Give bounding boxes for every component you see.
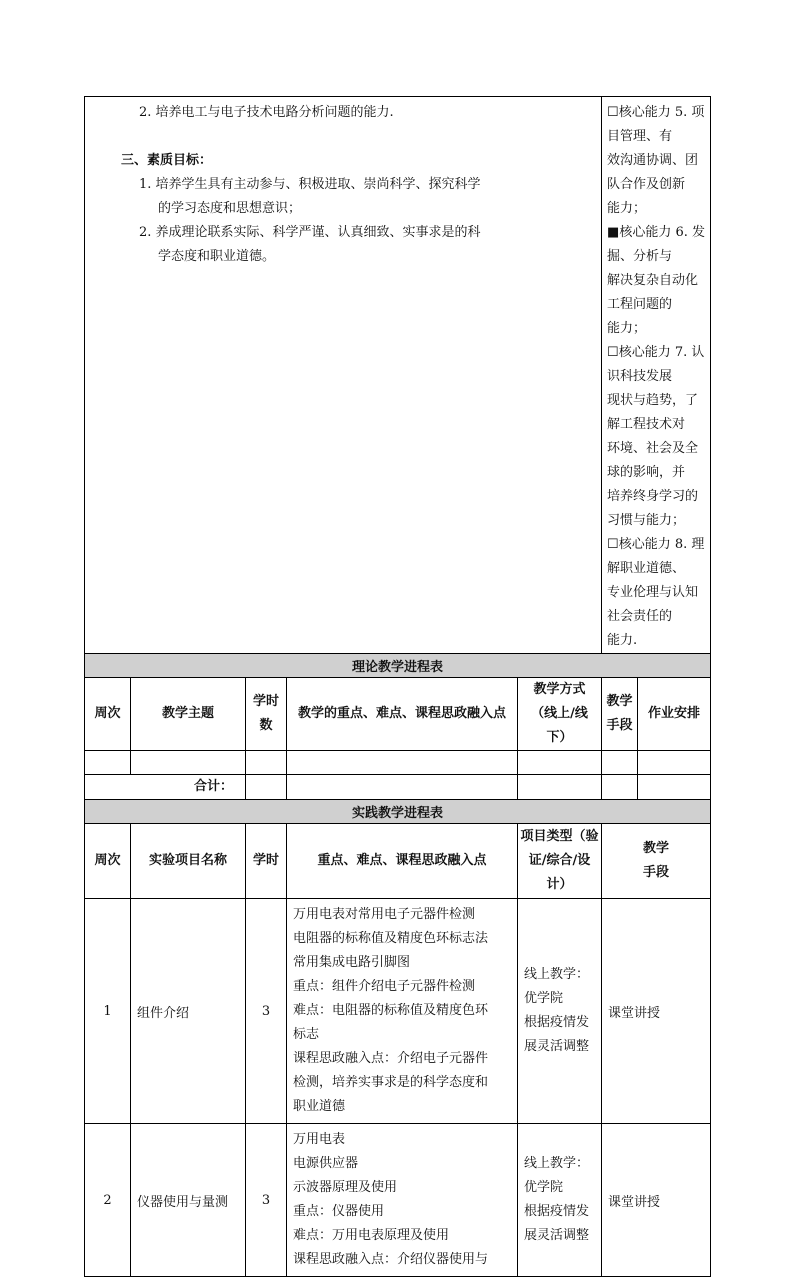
ability-5-line: 能力； — [607, 201, 647, 216]
quality-item-2b: 学态度和职业道德。 — [158, 249, 276, 264]
ability-7 — [607, 341, 706, 533]
ability-8-line: ☐核心能力 8. 理解职业道德、 — [607, 537, 705, 576]
ability-5 — [607, 101, 706, 221]
type-line: 线上教学： — [524, 1156, 590, 1171]
practice-header-type-line: 证/综合/设 — [528, 853, 591, 868]
quality-item-1a: 1. 培养学生具有主动参与、积极进取、崇尚科学、探究科学 — [139, 177, 481, 192]
type-line: 展灵活调整 — [524, 1228, 590, 1243]
type-line: 优学院 — [524, 1180, 564, 1195]
row-content — [287, 1124, 518, 1277]
content-line: 电源供应器 — [293, 1156, 359, 1171]
content-line: 难点：万用电表原理及使用 — [293, 1228, 450, 1243]
row-type — [518, 899, 602, 1124]
quality-heading: 三、素质目标： — [121, 153, 213, 168]
quality-item-1b: 的学习态度和思想意识； — [158, 201, 302, 216]
ability-6-line: ■核心能力 6. 发掘、分析与 — [607, 225, 705, 264]
practice-header-means-line: 手段 — [643, 865, 670, 880]
skill-item-2: 2. 培养电工与电子技术电路分析问题的能力. — [139, 105, 394, 120]
theory-header-hours — [246, 678, 287, 751]
ability-7-line: 现状与趋势，了解工程技术对 — [607, 393, 699, 432]
practice-header-week: 周次 — [85, 824, 131, 899]
practice-header-type — [518, 824, 602, 899]
row-content — [287, 899, 518, 1124]
theory-empty-row — [85, 751, 711, 775]
empty-cell — [85, 751, 131, 775]
ability-7-line: ☐核心能力 7. 认识科技发展 — [607, 345, 705, 384]
theory-header-means — [602, 678, 638, 751]
ability-6-line: 解决复杂自动化工程问题的 — [607, 273, 699, 312]
row-name: 组件介绍 — [131, 899, 246, 1124]
theory-header-hours-line: 学时 — [252, 694, 279, 709]
row-hours: 3 — [246, 899, 287, 1124]
row-means: 课堂讲授 — [602, 899, 711, 1124]
content-line: 示波器原理及使用 — [293, 1180, 398, 1195]
theory-header-topic: 教学主题 — [131, 678, 246, 751]
row-type — [518, 1124, 602, 1277]
ability-7-line: 环境、社会及全球的影响，并 — [607, 441, 699, 480]
content-line: 常用集成电路引脚图 — [293, 955, 411, 970]
theory-header-mode — [518, 678, 602, 751]
content-line: 难点：电阻器的标称值及精度色环 — [293, 1003, 489, 1018]
theory-header-points: 教学的重点、难点、课程思政融入点 — [287, 678, 518, 751]
content-line: 职业道德 — [293, 1099, 346, 1114]
theory-section-title: 理论教学进程表 — [85, 654, 711, 678]
practice-header-name: 实验项目名称 — [131, 824, 246, 899]
theory-total-hours — [246, 775, 287, 800]
content-line: 课程思政融入点：介绍仪器使用与 — [293, 1252, 489, 1267]
row-name: 仪器使用与量测 — [131, 1124, 246, 1277]
ability-8 — [607, 533, 706, 653]
practice-header-type-line: 计） — [546, 877, 573, 892]
content-line: 标志 — [293, 1027, 320, 1042]
empty-cell — [131, 751, 246, 775]
theory-header-mode-line: 教学方式 — [533, 682, 586, 697]
theory-total-row — [85, 775, 711, 800]
content-line: 检测，培养实事求是的科学态度和 — [293, 1075, 489, 1090]
content-line: 万用电表对常用电子元器件检测 — [293, 907, 476, 922]
practice-header-points: 重点、难点、课程思政融入点 — [287, 824, 518, 899]
row-week: 1 — [85, 899, 131, 1124]
row-week: 2 — [85, 1124, 131, 1277]
theory-header-means-line: 教学 — [606, 694, 633, 709]
table-row — [85, 1124, 711, 1277]
theory-header-mode-line: 下） — [546, 730, 573, 745]
type-line: 线上教学： — [524, 967, 590, 982]
row-means: 课堂讲授 — [602, 1124, 711, 1277]
type-line: 优学院 — [524, 991, 564, 1006]
practice-header-row — [85, 824, 711, 899]
objectives-row — [85, 97, 711, 654]
ability-8-line: 能力. — [607, 633, 638, 648]
content-line: 万用电表 — [293, 1132, 346, 1147]
empty-cell — [602, 751, 638, 775]
row-hours: 3 — [246, 1124, 287, 1277]
practice-header-means-line: 教学 — [643, 841, 670, 856]
theory-header-week: 周次 — [85, 678, 131, 751]
theory-header-row — [85, 678, 711, 751]
theory-header-homework: 作业安排 — [638, 678, 711, 751]
practice-header-type-line: 项目类型（验 — [520, 829, 599, 844]
empty-cell — [246, 751, 287, 775]
table-row — [85, 899, 711, 1124]
empty-cell — [602, 775, 638, 800]
theory-header-means-line: 手段 — [606, 718, 633, 733]
practice-header-hours: 学时 — [246, 824, 287, 899]
empty-cell — [638, 751, 711, 775]
empty-cell — [287, 751, 518, 775]
theory-header-hours-line: 数 — [259, 718, 273, 733]
practice-section-title: 实践教学进程表 — [85, 800, 711, 824]
ability-5-line: 效沟通协调、团队合作及创新 — [607, 153, 699, 192]
content-line: 重点：组件介绍电子元器件检测 — [293, 979, 476, 994]
content-line: 重点：仪器使用 — [293, 1204, 385, 1219]
ability-8-line: 专业伦理与认知社会责任的 — [607, 585, 699, 624]
empty-cell — [518, 751, 602, 775]
empty-cell — [638, 775, 711, 800]
theory-header-mode-line: （线上/线 — [531, 706, 588, 721]
type-line: 根据疫情发 — [524, 1204, 590, 1219]
course-plan-table — [84, 96, 711, 1277]
practice-header-means — [602, 824, 711, 899]
ability-5-line: ☐核心能力 5. 项目管理、有 — [607, 105, 705, 144]
content-line: 电阻器的标称值及精度色环标志法 — [293, 931, 489, 946]
ability-6-line: 能力； — [607, 321, 647, 336]
empty-cell — [518, 775, 602, 800]
objectives-cell — [85, 97, 602, 654]
theory-total-label: 合计： — [85, 775, 246, 800]
core-abilities-cell — [602, 97, 711, 654]
empty-cell — [287, 775, 518, 800]
ability-6 — [607, 221, 706, 341]
ability-7-line: 培养终身学习的习惯与能力； — [607, 489, 699, 528]
type-line: 根据疫情发 — [524, 1015, 590, 1030]
type-line: 展灵活调整 — [524, 1039, 590, 1054]
quality-item-2a: 2. 养成理论联系实际、科学严谨、认真细致、实事求是的科 — [139, 225, 481, 240]
content-line: 课程思政融入点：介绍电子元器件 — [293, 1051, 489, 1066]
